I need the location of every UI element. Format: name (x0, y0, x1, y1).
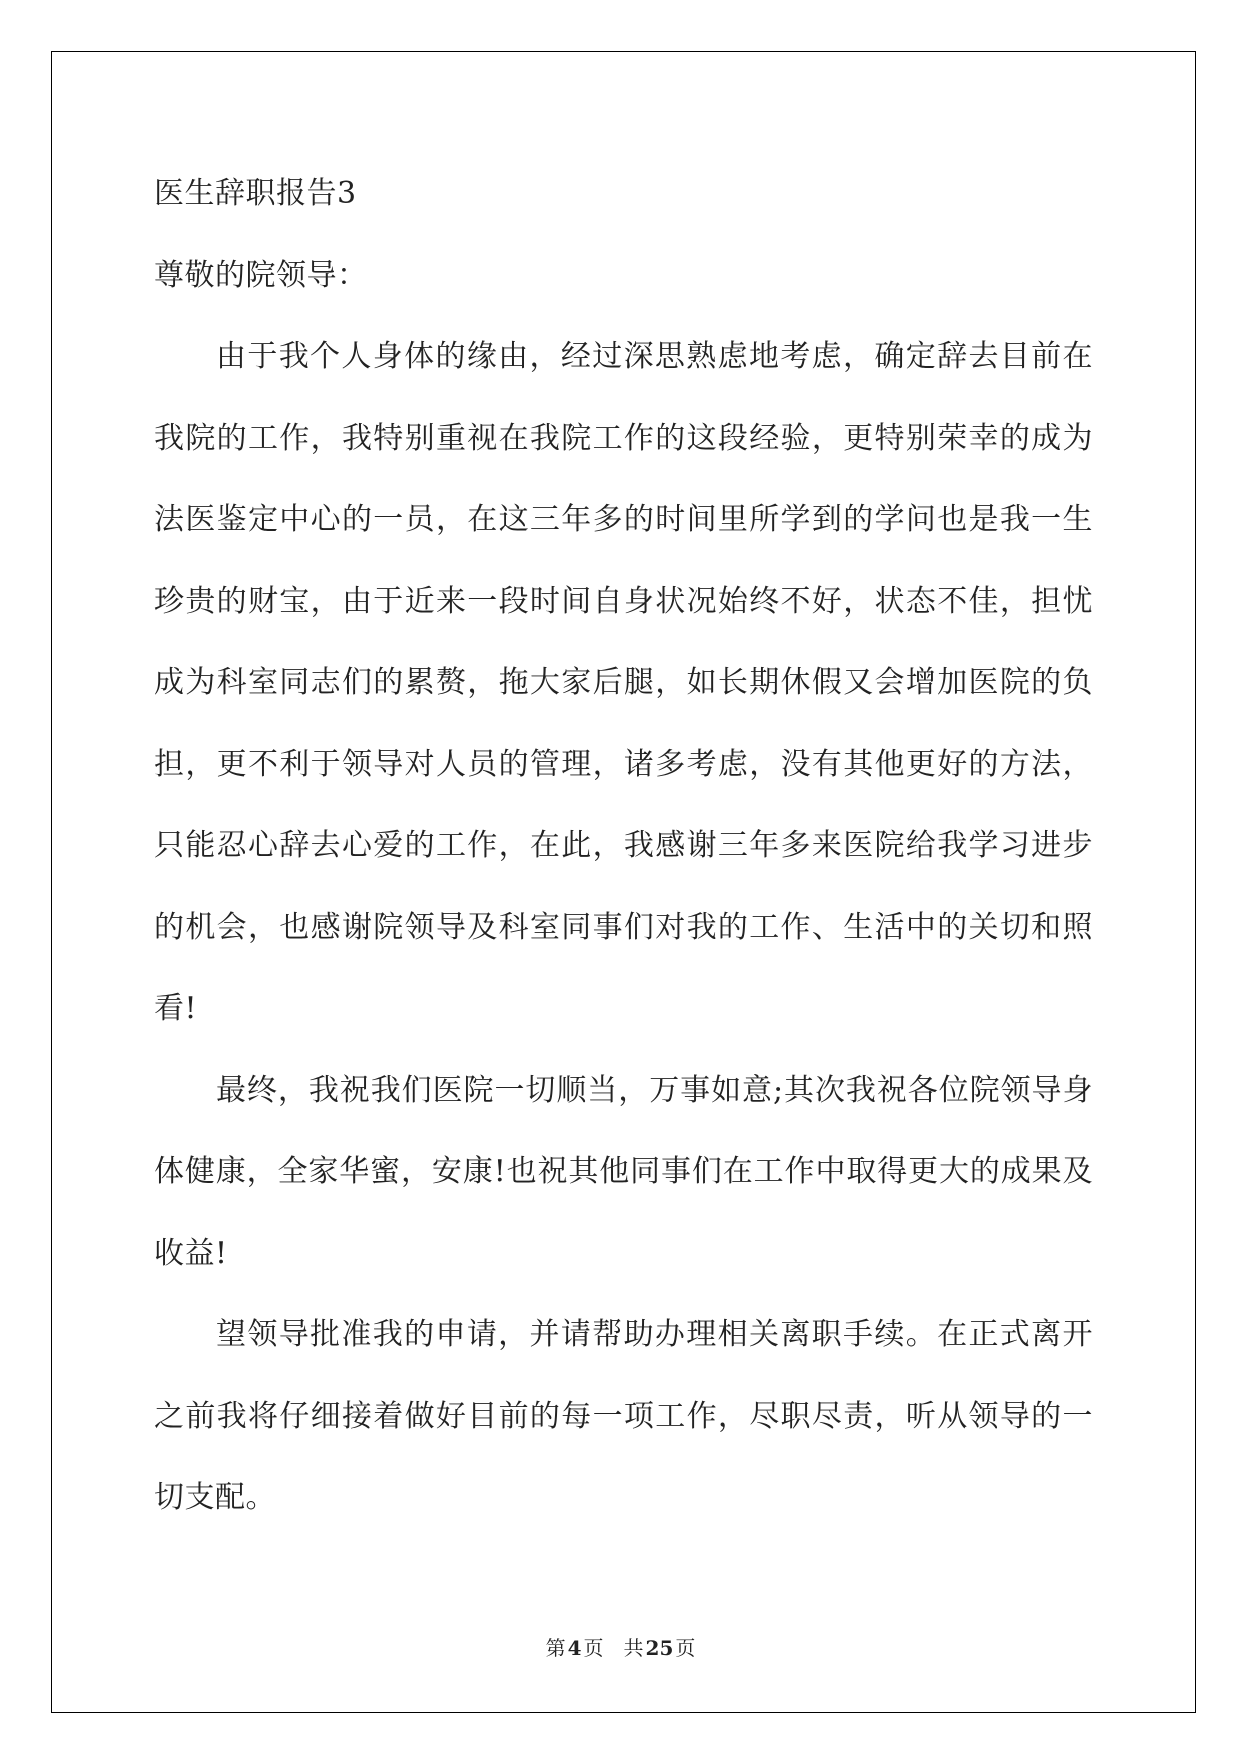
paragraph-line: 最终，我祝我们医院一切顺当，万事如意;其次我祝各位院领导身 (216, 1072, 1093, 1108)
paragraph-line: 担，更不利于领导对人员的管理，诸多考虑，没有其他更好的方法， (154, 746, 1093, 782)
paragraph-line: 望领导批准我的申请，并请帮助办理相关离职手续。在正式离开 (216, 1317, 1093, 1352)
total-prefix: 共 (623, 1636, 644, 1660)
page-footer (0, 1636, 1241, 1660)
total-pages-group (624, 1636, 696, 1660)
paragraph-line: 切支配。 (154, 1480, 276, 1515)
paragraph-line: 体健康，全家华蜜，安康!也祝其他同事们在工作中取得更大的成果及 (154, 1154, 1093, 1189)
paragraph-line: 看! (154, 991, 198, 1026)
paragraph-3 (154, 1294, 1093, 1539)
document-body (154, 153, 1093, 1539)
page-number-group (546, 1636, 604, 1660)
paragraph-line: 的机会，也感谢院领导及科室同事们对我的工作、生活中的关切和照 (154, 909, 1093, 945)
paragraph-line: 我院的工作，我特别重视在我院工作的这段经验，更特别荣幸的成为 (154, 420, 1093, 456)
paragraph-2 (154, 1050, 1093, 1295)
paragraph-line: 法医鉴定中心的一员，在这三年多的时间里所学到的学问也是我一生 (154, 502, 1093, 537)
paragraph-line: 收益! (154, 1235, 228, 1271)
current-page-number: 4 (567, 1636, 582, 1660)
paragraph-line: 成为科室同志们的累赘，拖大家后腿，如长期休假又会增加医院的负 (154, 665, 1093, 700)
page-suffix: 页 (583, 1636, 604, 1660)
paragraph-1 (154, 316, 1093, 1050)
salutation: 尊敬的院领导： (154, 257, 368, 293)
total-suffix: 页 (675, 1636, 696, 1660)
total-pages-number: 25 (645, 1636, 674, 1660)
paragraph-line: 由于我个人身体的缘由，经过深思熟虑地考虑，确定辞去目前在 (216, 339, 1093, 374)
document-title: 医生辞职报告3 (154, 176, 357, 211)
paragraph-line: 只能忍心辞去心爱的工作，在此，我感谢三年多来医院给我学习进步 (154, 828, 1093, 863)
paragraph-line: 之前我将仔细接着做好目前的每一项工作，尽职尽责，听从领导的一 (154, 1398, 1093, 1434)
page-prefix: 第 (545, 1636, 566, 1660)
paragraph-line: 珍贵的财宝，由于近来一段时间自身状况始终不好，状态不佳，担忧 (154, 583, 1093, 619)
